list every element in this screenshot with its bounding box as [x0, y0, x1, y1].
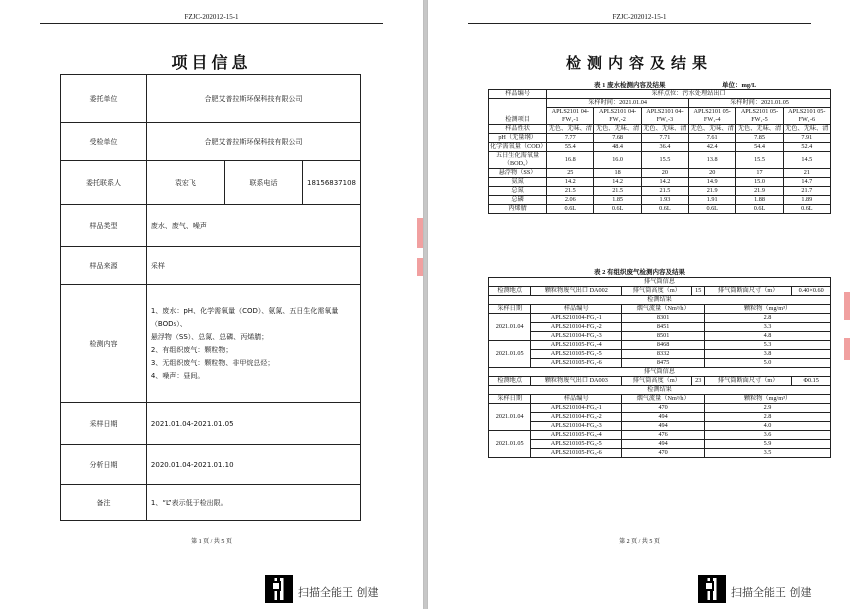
measurement-value: 13.8: [689, 152, 736, 169]
table2-caption: 表 2 有组织废气检测内容及结果: [594, 269, 685, 276]
parameter-name: 五日生化需氧量（BOD₅）: [489, 152, 547, 169]
value-sampling-date: 2021.01.04-2021.01.05: [146, 403, 360, 445]
measurement-value: 无色、无味、清: [737, 125, 782, 132]
flow-value: 470: [622, 404, 705, 413]
value-sample-source: 采样: [146, 247, 360, 285]
header-flow: 烟气流量（Nm³/h）: [622, 395, 705, 404]
value-recipient: 合肥艾普拉斯环保科技有限公司: [146, 123, 360, 161]
area-value: 0.40×0.60: [792, 287, 831, 296]
measurement-value: 21.5: [641, 187, 688, 196]
qr-code-icon: [265, 575, 293, 603]
measurement-value: 14.7: [783, 178, 830, 187]
height-value: 15: [692, 287, 705, 296]
label-recipient: 受检单位: [61, 123, 147, 161]
result-row: [489, 323, 831, 332]
height-value: 23: [692, 377, 705, 386]
measurement-value: 1.91: [689, 196, 736, 205]
wastewater-row: [489, 125, 831, 134]
measurement-value: 17: [736, 169, 783, 178]
measurement-value: 42.4: [689, 143, 736, 152]
sample-id: APLS210104-FG₃-2: [531, 413, 622, 422]
stamp-edge: [417, 258, 423, 276]
measurement-value: 21.9: [689, 187, 736, 196]
stack-info-title-row: [489, 278, 831, 287]
measurement-value: 21.7: [783, 187, 830, 196]
page-title: 项目信息: [171, 53, 252, 72]
value-client: 合肥艾普拉斯环保科技有限公司: [146, 75, 360, 123]
area-label: 排气筒断面尺寸（m）: [705, 287, 792, 296]
value-analysis-date: 2020.01.04-2021.01.10: [146, 445, 360, 485]
wastewater-row: [489, 169, 831, 178]
page-title: 检测内容及结果: [565, 54, 713, 72]
measurement-value: 7.85: [736, 134, 783, 143]
parameter-name: 样品性状: [489, 125, 547, 134]
stack-info-title: 排气筒信息: [489, 278, 831, 287]
label-phone: 联系电话: [224, 161, 302, 205]
measurement-value: 无色、无味、清: [690, 125, 734, 132]
table1-caption: 表 1 废水检测内容及结果: [594, 82, 666, 89]
measurement-value: 14.5: [783, 152, 830, 169]
measurement-value: 21.5: [594, 187, 641, 196]
sample-id: APLS210104-FG₃-3: [531, 422, 622, 431]
table1-unit: 单位：mg/L: [722, 82, 757, 89]
stack-gas-table: [488, 277, 831, 458]
content-line: 1、废水：pH、化学需氧量（COD）、氨氮、五日生化需氧量（BOD₅）、: [150, 306, 339, 328]
height-label: 排气筒高度（m）: [622, 377, 692, 386]
measurement-value: 1.85: [594, 196, 641, 205]
page-footer: 第 2 页 / 共 5 页: [619, 539, 660, 545]
measurement-value: 0.6L: [547, 205, 594, 214]
measurement-value: 7.68: [594, 134, 641, 143]
sample-id: APLS2101 05-FW₁-5: [736, 108, 783, 125]
label-content: 检测内容: [61, 285, 147, 403]
stack-info-row: [489, 377, 831, 386]
wastewater-row: [489, 196, 831, 205]
sample-id: APLS210105-FG₃-4: [531, 431, 622, 440]
sample-id: APLS2101 05-FW₁-6: [783, 108, 830, 125]
t1-location: 采样点位：污水处理站出口: [547, 90, 831, 99]
label-sampling-date: 采样日期: [61, 403, 147, 445]
project-info-table: [60, 74, 361, 521]
sampling-date: 2021.01.04: [489, 314, 531, 341]
result-row: [489, 341, 831, 350]
sampling-date: 2021.01.04: [489, 404, 531, 431]
value-phone: 18156837108: [303, 161, 361, 205]
parameter-name: 悬浮物（SS）: [489, 169, 547, 178]
page-footer: 第 1 页 / 共 5 页: [191, 539, 232, 545]
qr-code-icon: [698, 575, 726, 603]
measurement-value: 0.6L: [689, 205, 736, 214]
measurement-value: 55.4: [547, 143, 594, 152]
sample-id: APLS2101 04-FW₁-1: [547, 108, 594, 125]
area-value: Φ0.15: [792, 377, 831, 386]
measurement-value: 0.6L: [594, 205, 641, 214]
row-contact: [61, 161, 361, 205]
parameter-name: 化学需氧量（COD）: [490, 143, 547, 150]
result-row: [489, 314, 831, 323]
sample-id: APLS210105-FG₁-5: [531, 350, 622, 359]
row-analysis-date: [61, 445, 361, 485]
result-row: [489, 422, 831, 431]
flow-value: 476: [622, 431, 705, 440]
wastewater-table: [488, 89, 831, 214]
t1-header-row: [489, 90, 831, 99]
flow-value: 8501: [622, 332, 705, 341]
header-particulate: 颗粒物（mg/m³）: [705, 395, 831, 404]
flow-value: 8475: [622, 359, 705, 368]
particulate-value: 3.5: [705, 449, 831, 458]
page-1: [0, 0, 423, 609]
measurement-value: 7.61: [689, 134, 736, 143]
sample-id: APLS210104-FG₁-3: [531, 332, 622, 341]
row-content: [61, 285, 361, 403]
header-sample: 样品编号: [531, 305, 622, 314]
flow-value: 8468: [622, 341, 705, 350]
measurement-value: 18: [594, 169, 641, 178]
result-row: [489, 431, 831, 440]
stack-info-title: 排气筒信息: [489, 368, 831, 377]
scanner-watermark: 扫描全能王 创建: [298, 586, 379, 599]
measurement-value: 7.91: [783, 134, 830, 143]
label-remark: 备注: [61, 485, 147, 521]
sample-id: APLS2101 04-FW₁-2: [594, 108, 641, 125]
parameter-name: 总氮: [489, 187, 547, 196]
sampling-date: 2021.01.05: [489, 341, 531, 368]
location-label: 检测地点: [489, 287, 531, 296]
result-title: 检测结果: [489, 296, 831, 305]
t1-item-label: 检测项目: [489, 99, 547, 125]
measurement-value: 0.6L: [736, 205, 783, 214]
t1-time-row: [489, 99, 831, 108]
wastewater-row: [489, 205, 831, 214]
label-sample-type: 样品类型: [61, 205, 147, 247]
particulate-value: 5.9: [705, 440, 831, 449]
measurement-value: 25: [547, 169, 594, 178]
t1-time2: 采样时间：2021.01.05: [689, 99, 831, 108]
measurement-value: 20: [641, 169, 688, 178]
result-row: [489, 404, 831, 413]
measurement-value: 无色、无味、清: [548, 125, 592, 132]
row-sample-type: [61, 205, 361, 247]
row-remark: [61, 485, 361, 521]
measurement-value: 无色、无味、清: [783, 125, 830, 134]
measurement-value: 21: [783, 169, 830, 178]
content-line: 悬浮物（SS）、总氮、总磷、丙烯腈；: [150, 332, 269, 341]
parameter-name: 氨氮: [489, 178, 547, 187]
header-particulate: 颗粒物（mg/m³）: [705, 305, 831, 314]
value-remark: 1、“L”表示低于检出限。: [146, 485, 360, 521]
measurement-value: 无色、无味、清: [643, 125, 687, 132]
sample-id: APLS210105-FG₃-5: [531, 440, 622, 449]
particulate-value: 2.8: [705, 314, 831, 323]
measurement-value: 7.71: [641, 134, 688, 143]
stamp-edge: [417, 218, 423, 248]
header-rule: [40, 23, 383, 24]
content-line: 3、无组织废气：颗粒物、非甲烷总烃；: [150, 358, 275, 367]
sample-id: APLS210105-FG₁-6: [531, 359, 622, 368]
t1-time1: 采样时间：2021.01.04: [547, 99, 689, 108]
measurement-value: 15.0: [736, 178, 783, 187]
value-sample-type: 废水、废气、噪声: [146, 205, 360, 247]
result-row: [489, 350, 831, 359]
sample-id: APLS210104-FG₃-1: [531, 404, 622, 413]
location-value: 颗粒物废气出口 DA002: [531, 287, 622, 296]
measurement-value: 14.2: [547, 178, 594, 187]
flow-value: 8301: [622, 314, 705, 323]
value-contact: 袁宏飞: [146, 161, 224, 205]
measurement-value: 14.9: [689, 178, 736, 187]
result-header-row: [489, 305, 831, 314]
measurement-value: 2.06: [547, 196, 594, 205]
stamp-edge: [844, 292, 850, 320]
stack-info-title-row: [489, 368, 831, 377]
flow-value: 8451: [622, 323, 705, 332]
particulate-value: 2.9: [705, 404, 831, 413]
header-rule: [468, 23, 811, 24]
page-2: [428, 0, 851, 609]
parameter-name: 丙烯腈: [489, 205, 547, 214]
measurement-value: 14.2: [594, 178, 641, 187]
sample-id: APLS2101 05-FW₁-4: [689, 108, 736, 125]
measurement-value: 无色、无味、清: [595, 125, 640, 132]
particulate-value: 4.8: [705, 332, 831, 341]
result-title-row: [489, 386, 831, 395]
particulate-value: 4.0: [705, 422, 831, 431]
flow-value: 470: [622, 449, 705, 458]
measurement-value: 14.2: [641, 178, 688, 187]
stack-info-row: [489, 287, 831, 296]
label-contact: 委托联系人: [61, 161, 147, 205]
measurement-value: 15.5: [641, 152, 688, 169]
header-date: 采样日期: [489, 395, 531, 404]
label-sample-source: 样品来源: [61, 247, 147, 285]
sample-id: APLS210104-FG₁-1: [531, 314, 622, 323]
row-sampling-date: [61, 403, 361, 445]
row-client: [61, 75, 361, 123]
doc-code: FZJC-202012-15-1: [184, 13, 239, 21]
measurement-value: 15.5: [736, 152, 783, 169]
header-flow: 烟气流量（Nm³/h）: [622, 305, 705, 314]
particulate-value: 5.3: [705, 341, 831, 350]
wastewater-row: [489, 143, 831, 152]
flow-value: 494: [622, 413, 705, 422]
flow-value: 494: [622, 440, 705, 449]
sample-id: APLS210105-FG₃-6: [531, 449, 622, 458]
content-line: 2、有组织废气：颗粒物；: [150, 345, 233, 354]
label-client: 委托单位: [61, 75, 147, 123]
measurement-value: 7.77: [547, 134, 594, 143]
header-date: 采样日期: [489, 305, 531, 314]
result-header-row: [489, 395, 831, 404]
measurement-value: 1.88: [736, 196, 783, 205]
sample-id: APLS2101 04-FW₁-3: [641, 108, 688, 125]
row-recipient: [61, 123, 361, 161]
header-sample: 样品编号: [531, 395, 622, 404]
label-analysis-date: 分析日期: [61, 445, 147, 485]
measurement-value: 1.89: [783, 196, 830, 205]
stamp-edge: [844, 338, 850, 360]
particulate-value: 3.6: [705, 431, 831, 440]
result-row: [489, 449, 831, 458]
measurement-value: 1.93: [641, 196, 688, 205]
particulate-value: 3.8: [705, 350, 831, 359]
flow-value: 494: [622, 422, 705, 431]
wastewater-row: [489, 178, 831, 187]
sample-id: APLS210105-FG₁-4: [531, 341, 622, 350]
measurement-value: 20: [689, 169, 736, 178]
row-sample-source: [61, 247, 361, 285]
result-row: [489, 413, 831, 422]
particulate-value: 2.8: [705, 413, 831, 422]
doc-code: FZJC-202012-15-1: [612, 13, 667, 21]
result-row: [489, 332, 831, 341]
particulate-value: 3.3: [705, 323, 831, 332]
location-label: 检测地点: [489, 377, 531, 386]
measurement-value: 48.4: [594, 143, 641, 152]
parameter-name: 总磷: [489, 196, 547, 205]
measurement-value: 0.6L: [783, 205, 830, 214]
area-label: 排气筒断面尺寸（m）: [705, 377, 792, 386]
measurement-value: 0.6L: [641, 205, 688, 214]
wastewater-row: [489, 187, 831, 196]
sampling-date: 2021.01.05: [489, 431, 531, 458]
measurement-value: 21.5: [547, 187, 594, 196]
parameter-name: pH（无量纲）: [489, 134, 547, 143]
measurement-value: 16.0: [594, 152, 641, 169]
content-line: 4、噪声：昼间。: [150, 371, 205, 380]
wastewater-row: [489, 134, 831, 143]
scanner-watermark: 扫描全能王 创建: [731, 586, 812, 599]
result-title-row: [489, 296, 831, 305]
flow-value: 8332: [622, 350, 705, 359]
result-title: 检测结果: [489, 386, 831, 395]
result-row: [489, 359, 831, 368]
result-row: [489, 440, 831, 449]
value-content: [146, 285, 360, 403]
measurement-value: 52.4: [783, 143, 830, 152]
measurement-value: 36.4: [641, 143, 688, 152]
height-label: 排气筒高度（m）: [622, 287, 692, 296]
wastewater-row: [489, 152, 831, 169]
t1-sample-no-label: 样品编号: [489, 90, 547, 99]
sample-id: APLS210104-FG₁-2: [531, 323, 622, 332]
measurement-value: 54.4: [736, 143, 783, 152]
particulate-value: 5.0: [705, 359, 831, 368]
location-value: 颗粒物废气出口 DA003: [531, 377, 622, 386]
measurement-value: 16.8: [547, 152, 594, 169]
measurement-value: 21.9: [736, 187, 783, 196]
